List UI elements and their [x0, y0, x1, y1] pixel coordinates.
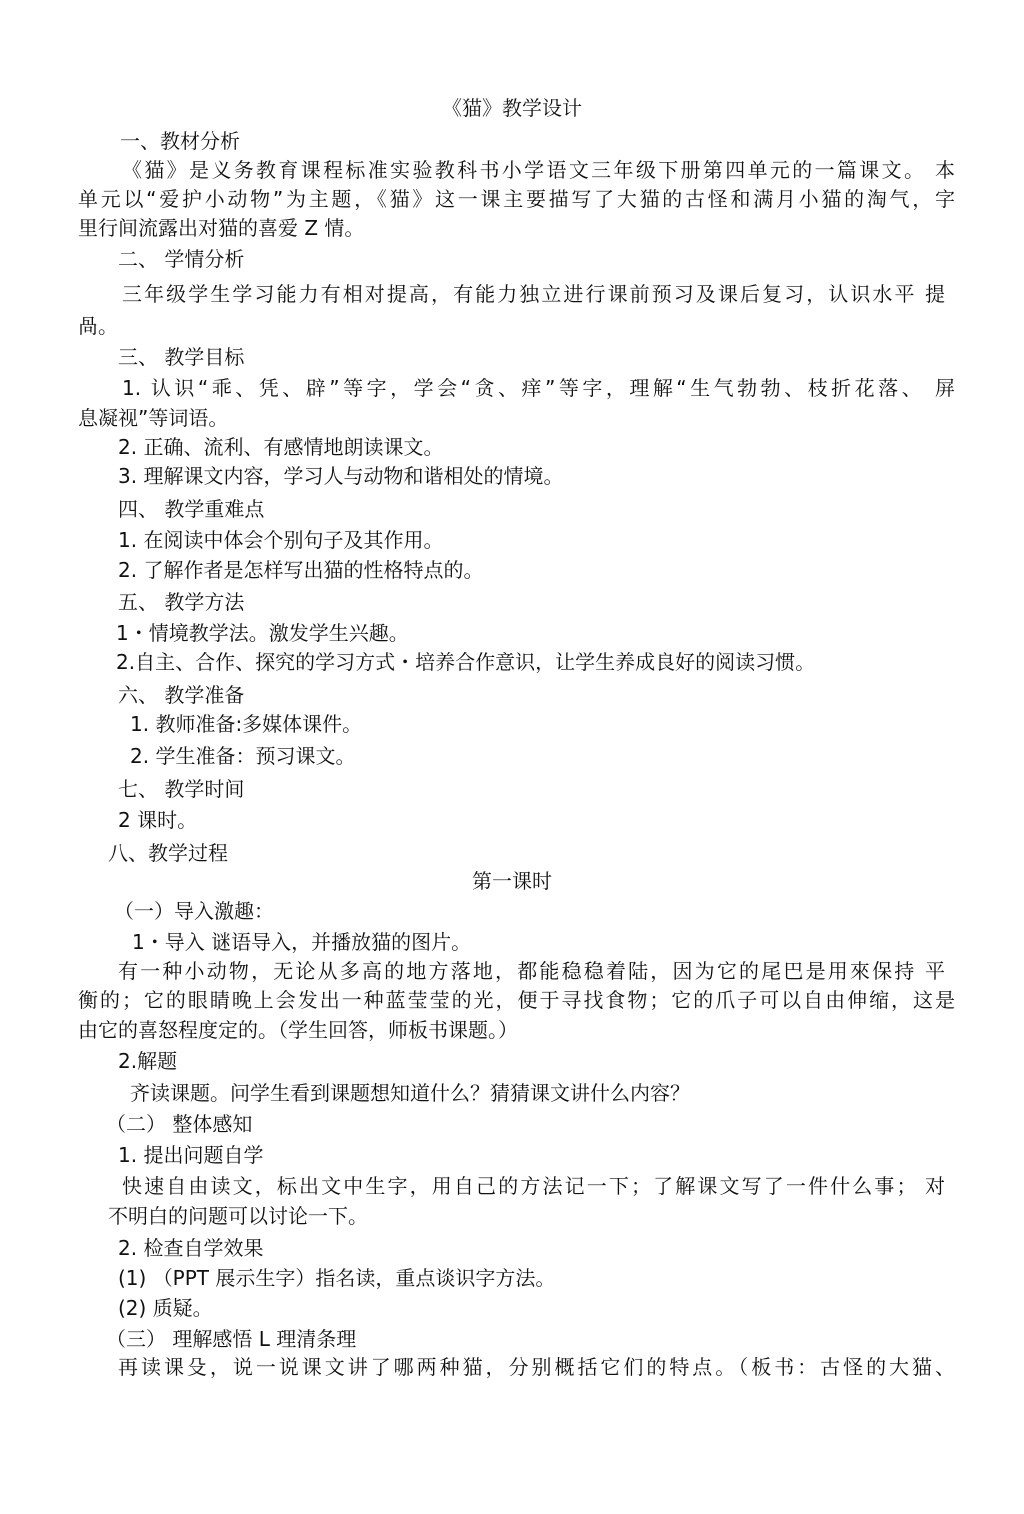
- section-5-heading: 五、 教学方法: [118, 590, 245, 614]
- section-6-item-1: 1. 教师准备:多媒体课件。: [130, 712, 363, 736]
- lesson-1-title: 第一课时: [472, 869, 552, 893]
- section-1-paragraph-line-1: 《猫》是义务教育课程标准实验教科书小学语文三年级下册第四单元的一篇课文。 本: [122, 158, 955, 182]
- section-3-item-1-line-2: 息凝视”等词语。: [78, 406, 229, 430]
- section-3-heading: 三、 教学目标: [118, 345, 245, 369]
- section-6-heading: 六、 教学准备: [118, 683, 245, 707]
- part-2-item-1-line-2: 不明白的问题可以讨论一下。: [108, 1204, 368, 1228]
- part-1-item-1: 1・导入 谜语导入，并播放猫的图片。: [132, 930, 472, 954]
- part-3-line-1: 再读课殳，说一说课文讲了哪两种猫，分别概括它们的特点。（板书：古怪的大猫、: [118, 1355, 955, 1379]
- section-3-item-2: 2. 正确、流利、有感情地朗读课文。: [118, 435, 444, 459]
- section-4-heading: 四、 教学重难点: [118, 497, 265, 521]
- part-1-heading: （一）导入激趣：: [114, 899, 274, 923]
- section-5-item-2: 2.自主、合作、探究的学习方式・培养合作意识，让学生养成良好的阅读习惯。: [116, 650, 816, 674]
- part-2-item-2-b: (2) 质疑。: [118, 1296, 213, 1320]
- section-7-heading: 七、 教学时间: [118, 777, 245, 801]
- section-2-paragraph-line-2: 咼。: [78, 314, 118, 338]
- part-1-riddle-line-1: 有一种小动物，无论从多高的地方落地，都能稳稳着陆，因为它的尾巴是用來保持 平: [118, 959, 945, 983]
- part-2-item-2: 2. 检查自学效果: [118, 1236, 264, 1260]
- section-5-item-1: 1・情境教学法。激发学生兴趣。: [116, 621, 409, 645]
- section-7-paragraph: 2 课时。: [118, 808, 198, 832]
- section-1-paragraph-line-2: 单元以“爱护小动物”为主题，《猫》这一课主要描写了大猫的古怪和满月小猫的淘气，字: [78, 187, 955, 211]
- part-1-riddle-line-2: 衡的；它的眼睛晚上会发出一种蓝莹莹的光，便于寻找食物；它的爪子可以自由伸缩，这是: [78, 988, 955, 1012]
- part-2-item-1: 1. 提出问题自学: [118, 1143, 264, 1167]
- part-2-item-1-line-1: 快速自由读文，标出文中生字，用自己的方法记一下；了解课文写了一件什么事； 对: [122, 1174, 945, 1198]
- section-6-item-2: 2. 学生准备：预习课文。: [130, 744, 356, 768]
- part-3-heading: （三） 理解感悟 L 理清条理: [106, 1327, 357, 1351]
- document-title: 《猫》教学设计: [442, 96, 582, 120]
- section-4-item-1: 1. 在阅读中体会个别句子及其作用。: [118, 528, 444, 552]
- section-8-heading: 八、教学过程: [108, 841, 228, 865]
- section-1-paragraph-line-3: 里行间流露出对猫的喜爱 Z 情。: [78, 216, 365, 240]
- section-3-item-3: 3. 理解课文内容，学习人与动物和谐相处的情境。: [118, 464, 564, 488]
- section-3-item-1-line-1: 1. 认识“乖、凭、辟”等字，学会“贪、痒”等字，理解“生气勃勃、枝折花落、 屏: [122, 376, 955, 400]
- part-2-heading: （二） 整体感知: [106, 1112, 253, 1136]
- section-1-heading: 一、教材分析: [120, 129, 240, 153]
- part-1-item-2: 2.解题: [118, 1049, 178, 1073]
- part-1-riddle-line-3: 由它的喜怒程度定的。（学生回答，师板书课题。）: [78, 1018, 518, 1042]
- section-4-item-2: 2. 了解作者是怎样写出猫的性格特点的。: [118, 558, 484, 582]
- part-2-item-2-a: (1) （PPT 展示生字）指名读，重点谈识字方法。: [118, 1266, 556, 1290]
- part-1-item-2-text: 齐读课题。问学生看到课题想知道什么？猜猜课文讲什么内容？: [130, 1081, 690, 1105]
- section-2-paragraph-line-1: 三年级学生学习能力有相对提高，有能力独立进行课前预习及课后复习，认识水平 提: [122, 282, 945, 306]
- section-2-heading: 二、 学情分析: [118, 247, 245, 271]
